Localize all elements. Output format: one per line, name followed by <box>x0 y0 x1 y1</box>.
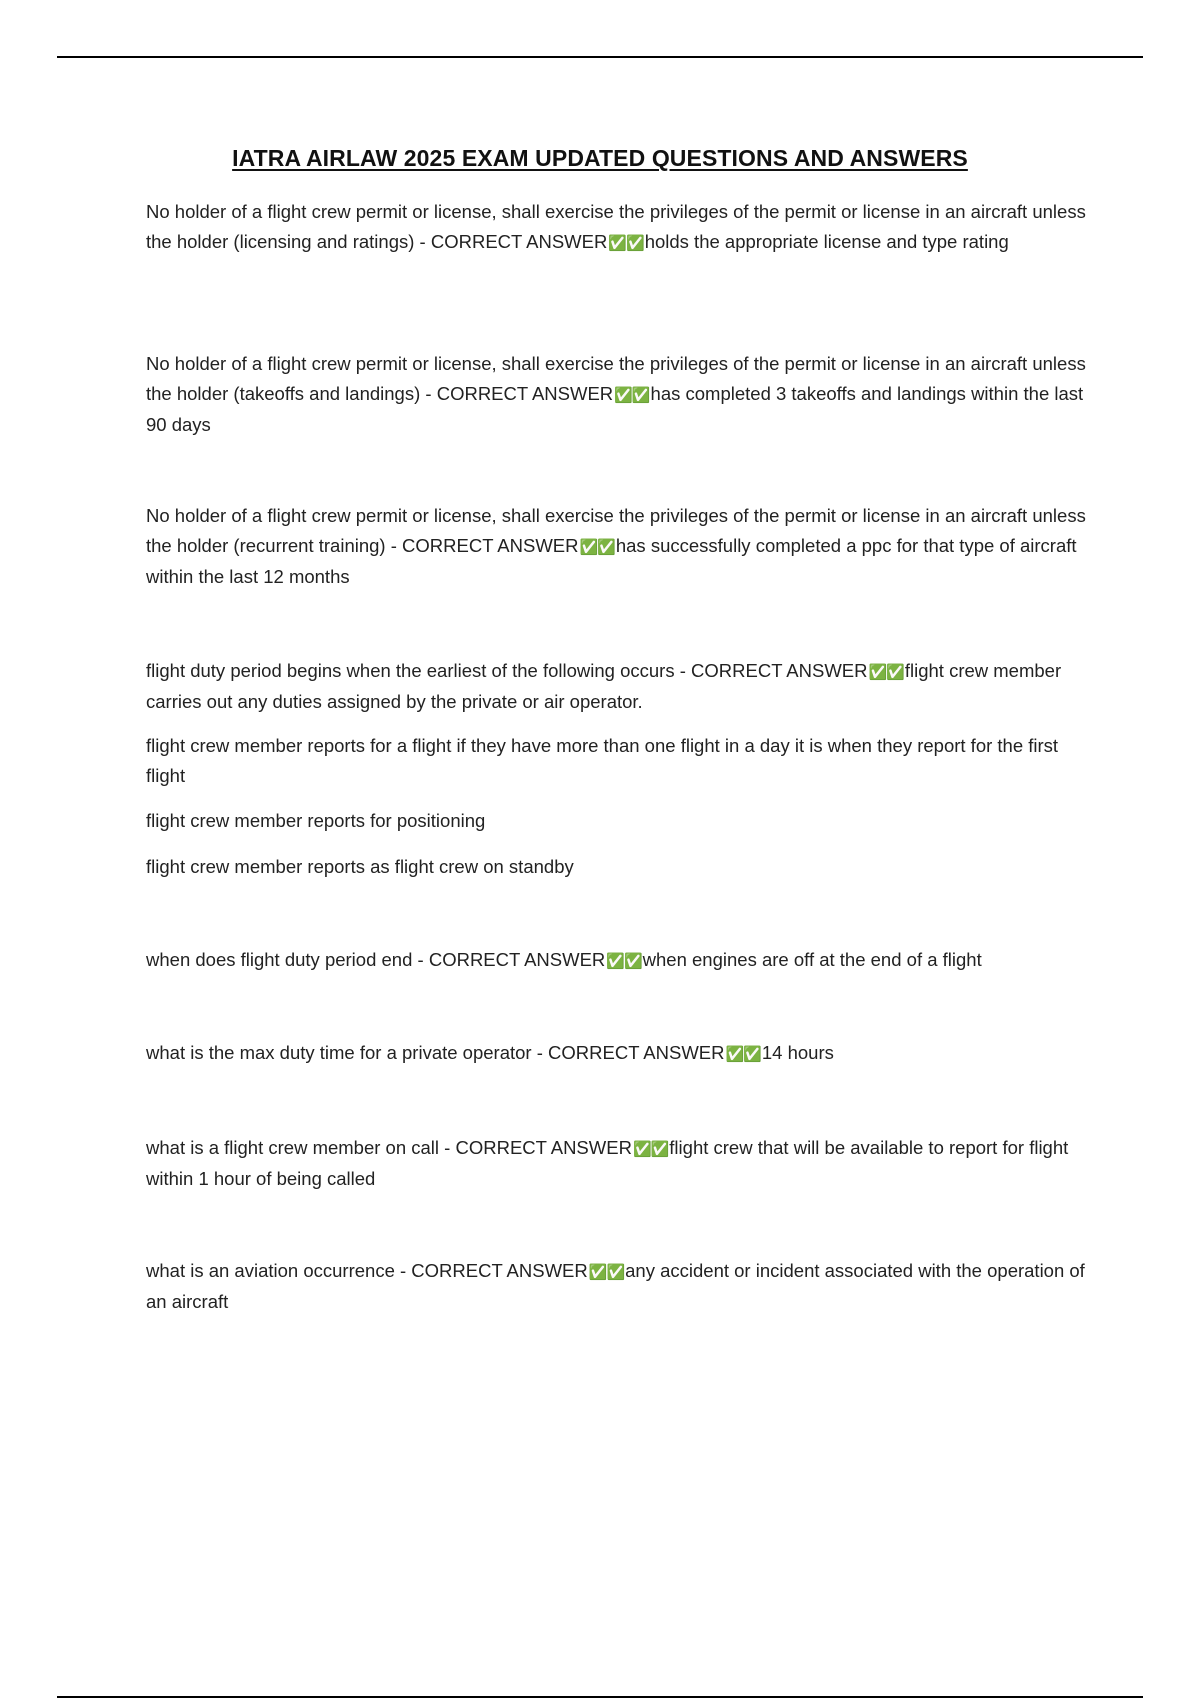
question-text: flight duty period begins when the earliest of the following occurs - <box>146 660 692 681</box>
question-text: No holder of a flight crew permit or license, shall exercise the privileges of the permit or license in an aircraft unless the holder (takeoffs and landings) - <box>146 353 1086 404</box>
double-check-icon: ✅✅ <box>588 1263 625 1281</box>
answer-marker: CORRECT ANSWER <box>548 1042 725 1063</box>
answer-marker: CORRECT ANSWER <box>691 660 868 681</box>
question-text: No holder of a flight crew permit or license, shall exercise the privileges of the permit or license in an aircraft unless the holder (recurrent training) - <box>146 505 1086 556</box>
continuation-line: flight crew member reports as flight crew on standby <box>146 856 574 877</box>
qa-item <box>146 1133 1086 1194</box>
double-check-icon: ✅✅ <box>579 538 615 556</box>
answer-marker: CORRECT ANSWER <box>402 535 579 556</box>
footer-rule <box>57 1696 1143 1698</box>
qa-item <box>146 945 1086 976</box>
continuation-line: flight crew member reports for positioning <box>146 810 486 831</box>
qa-item <box>146 197 1086 258</box>
answer-marker: CORRECT ANSWER <box>430 231 608 252</box>
answer-marker: CORRECT ANSWER <box>428 949 606 970</box>
qa-item <box>146 1038 1086 1069</box>
answer-marker: CORRECT ANSWER <box>411 1260 588 1281</box>
question-text: No holder of a flight crew permit or license, shall exercise the privileges of the permit or license in an aircraft unless the holder (licensing and ratings) - <box>146 201 1086 252</box>
answer-text: any accident or incident associated with the operation of an aircraft <box>146 1260 1085 1312</box>
answer-text: has successfully completed a ppc for that type of aircraft within the last 12 months <box>146 535 1077 587</box>
header-rule <box>57 56 1143 58</box>
question-text: when does flight duty period end - <box>146 949 429 970</box>
document-title: IATRA AIRLAW 2025 EXAM UPDATED QUESTIONS AND ANSWERS <box>232 145 968 171</box>
double-check-icon: ✅✅ <box>868 663 904 681</box>
qa-item <box>146 1256 1086 1317</box>
answer-text: when engines are off at the end of a flight <box>642 949 982 970</box>
answer-text: flight crew member carries out any duties assigned by the private or air operator. <box>146 660 1062 712</box>
answer-text: holds the appropriate license and type rating <box>644 231 1009 252</box>
question-text: what is the max duty time for a private operator - <box>146 1042 549 1063</box>
double-check-icon: ✅✅ <box>606 952 642 970</box>
answer-text: 14 hours <box>761 1042 834 1063</box>
qa-item <box>146 349 1086 440</box>
answer-text: flight crew that will be available to report for flight within 1 hour of being called <box>146 1137 1069 1189</box>
double-check-icon: ✅✅ <box>608 234 644 252</box>
double-check-icon: ✅✅ <box>725 1045 761 1063</box>
question-text: what is a flight crew member on call - <box>146 1137 456 1158</box>
double-check-icon: ✅✅ <box>614 386 650 404</box>
question-text: what is an aviation occurrence - <box>146 1260 412 1281</box>
answer-marker: CORRECT ANSWER <box>436 383 614 404</box>
continuation-line: flight crew member reports for a flight if they have more than one flight in a day it is when they report for the first flight <box>146 735 1059 786</box>
answer-marker: CORRECT ANSWER <box>455 1137 632 1158</box>
qa-item <box>146 656 1086 717</box>
double-check-icon: ✅✅ <box>632 1140 669 1158</box>
qa-item <box>146 501 1086 592</box>
answer-text: has completed 3 takeoffs and landings within the last 90 days <box>146 383 1084 435</box>
